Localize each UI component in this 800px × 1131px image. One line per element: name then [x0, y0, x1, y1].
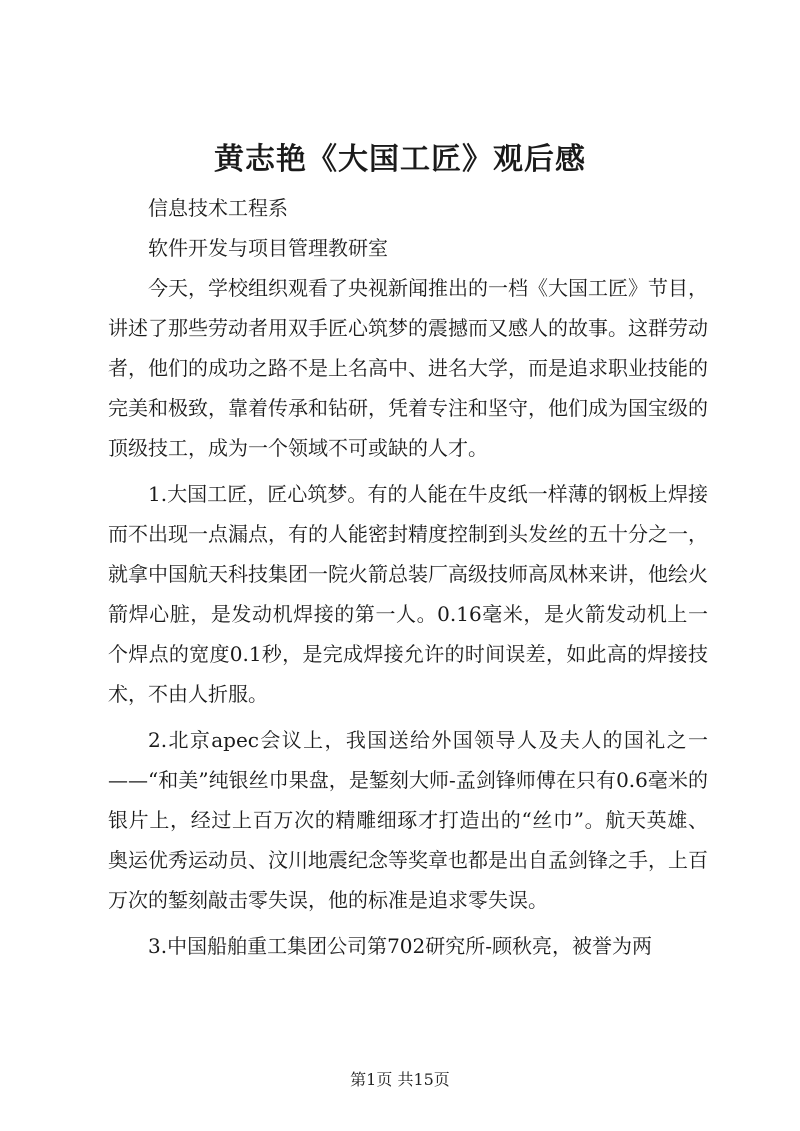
document-body	[108, 188, 708, 966]
department-line: 信息技术工程系	[148, 196, 288, 220]
office-line: 软件开发与项目管理教研室	[148, 236, 388, 260]
document-title: 黄志艳《大国工匠》观后感	[214, 142, 586, 177]
intro-paragraph: 今天，学校组织观看了央视新闻推出的一档《大国工匠》节目，讲述了那些劳动者用双手匠心筑梦的震撼而又感人的故事。这群劳动者，他们的成功之路不是上名高中、进名大学，而是追求职业技能的完美和极致，靠着传承和钻研，凭着专注和坚守，他们成为国宝级的顶级技工，成为一个领域不可或缺的人才。	[108, 276, 708, 460]
page-number-footer: 第1页 共15页	[350, 1070, 450, 1089]
paragraph-1: 1.大国工匠，匠心筑梦。有的人能在牛皮纸一样薄的钢板上焊接而不出现一点漏点，有的人能密封精度控制到头发丝的五十分之一，就拿中国航天科技集团一院火箭总装厂高级技师高凤林来讲，他绘火箭焊心脏，是发动机焊接的第一人。0.16毫米，是火箭发动机上一个焊点的宽度0.1秒，是完成焊接允许的时间误差，如此高的焊接技术，不由人折服。	[108, 482, 708, 706]
paragraph-2: 2.北京apec会议上，我国送给外国领导人及夫人的国礼之一——“和美”纯银丝巾果盘，是錾刻大师-孟剑锋师傅在只有0.6毫米的银片上，经过上百万次的精雕细琢才打造出的“丝巾”。航天英雄、奥运优秀运动员、汶川地震纪念等奖章也都是出自孟剑锋之手，上百万次的錾刻敲击零失误，他的标准是追求零失误。	[108, 728, 708, 912]
paragraph-3: 3.中国船舶重工集团公司第702研究所-顾秋亮，被誉为两	[148, 934, 653, 958]
